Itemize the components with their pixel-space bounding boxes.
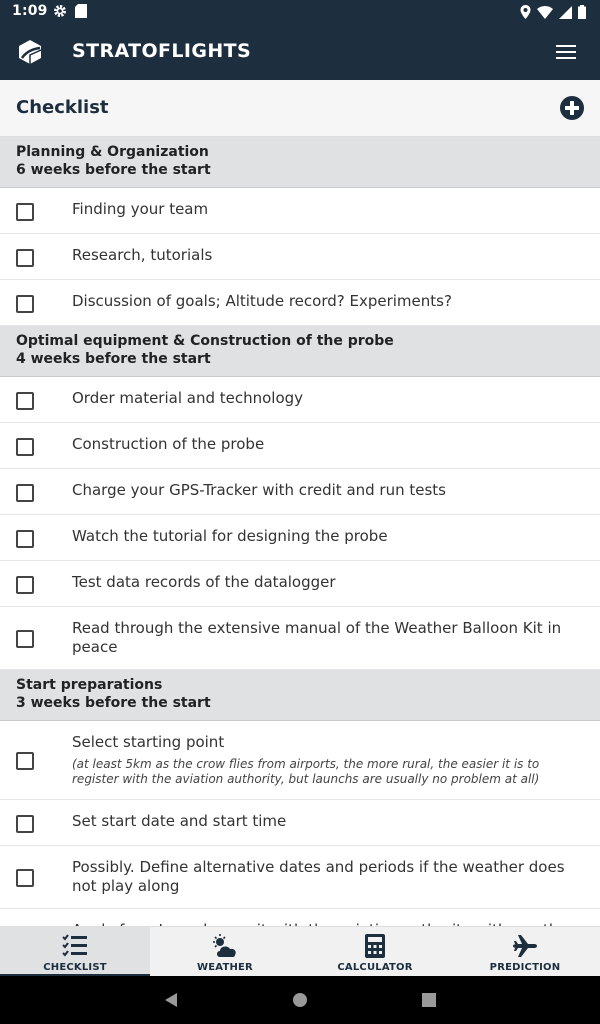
hamburger-menu-icon[interactable] (556, 42, 576, 60)
checkbox[interactable] (16, 484, 34, 502)
tab-label: PREDICTION (489, 962, 561, 973)
tab-label: CALCULATOR (337, 962, 413, 973)
status-icons (520, 4, 586, 20)
item-label: Charge your GPS-Tracker with credit and run tests (72, 481, 446, 499)
stratoflights-logo-icon (16, 38, 44, 66)
checklist-item[interactable] (0, 561, 600, 607)
checklist-item[interactable] (0, 280, 600, 326)
item-label: Read through the extensive manual of the Weather Balloon Kit in peace (72, 619, 562, 656)
checklist-item[interactable] (0, 607, 600, 670)
checklist-item[interactable] (0, 800, 600, 846)
section-subtitle: 4 weeks before the start (16, 351, 211, 367)
section-subtitle: 3 weeks before the start (16, 695, 211, 711)
bottom-navigation (0, 926, 600, 977)
checklist-item[interactable] (0, 721, 600, 800)
cell-signal-icon (559, 6, 572, 19)
section-subtitle: 6 weeks before the start (16, 162, 211, 178)
checkbox[interactable] (16, 576, 34, 594)
checkbox[interactable] (16, 438, 34, 456)
system-navigation-bar (0, 976, 600, 1024)
item-note: (at least 5km as the crow flies from airports, the more rural, the easier it is to register with the aviation authority, but launchs are usually no problem at all) (72, 757, 540, 786)
item-label: Set start date and start time (72, 812, 287, 830)
checkbox[interactable] (16, 530, 34, 548)
item-label: Possibly. Define alternative dates and periods if the weather does not play along (72, 858, 565, 895)
status-bar (0, 0, 600, 24)
checklist-item[interactable] (0, 846, 600, 909)
tab-weather[interactable] (150, 927, 300, 977)
checklist-item[interactable] (0, 515, 600, 561)
item-label: Finding your team (72, 200, 209, 218)
checkbox[interactable] (16, 630, 34, 648)
wifi-icon (537, 6, 553, 19)
section-header (0, 137, 600, 188)
checklist-item[interactable] (0, 377, 600, 423)
item-label: Watch the tutorial for designing the probe (72, 527, 388, 545)
checkbox[interactable] (16, 815, 34, 833)
checkbox[interactable] (16, 295, 34, 313)
tab-label: CHECKLIST (43, 962, 107, 973)
tab-prediction[interactable] (450, 927, 600, 977)
location-icon (520, 5, 531, 19)
tab-checklist[interactable] (0, 927, 150, 977)
app-bar (0, 24, 600, 80)
status-time: 1:09 (12, 3, 48, 19)
add-item-icon[interactable] (560, 96, 584, 120)
item-label: Test data records of the datalogger (72, 573, 336, 591)
checkbox[interactable] (16, 203, 34, 221)
checklist-item[interactable] (0, 188, 600, 234)
tab-calculator[interactable] (300, 927, 450, 977)
checklist-item[interactable] (0, 423, 600, 469)
calculator-icon (362, 933, 388, 959)
page-toolbar (0, 80, 600, 137)
home-icon[interactable] (292, 992, 308, 1008)
settings-notification-icon (53, 4, 67, 18)
page-title: Checklist (16, 97, 109, 118)
item-label: Construction of the probe (72, 435, 265, 453)
section-header (0, 326, 600, 377)
app-title: STRATOFLIGHTS (72, 40, 252, 62)
tab-label: WEATHER (197, 962, 253, 973)
checkbox[interactable] (16, 752, 34, 770)
item-label: Select starting point (72, 733, 225, 751)
back-icon[interactable] (163, 992, 179, 1008)
checkbox[interactable] (16, 869, 34, 887)
section-title: Planning & Organization (16, 144, 209, 160)
checklist-item[interactable] (0, 469, 600, 515)
section-header (0, 670, 600, 721)
item-label: Research, tutorials (72, 246, 213, 264)
checkbox[interactable] (16, 249, 34, 267)
item-label: Discussion of goals; Altitude record? Experiments? (72, 292, 452, 310)
section-title: Optimal equipment & Construction of the probe (16, 333, 394, 349)
sd-card-icon (75, 4, 87, 18)
recents-icon[interactable] (421, 992, 437, 1008)
airplane-icon (512, 933, 538, 959)
battery-icon (578, 5, 586, 19)
checklist-icon (62, 933, 88, 959)
checkbox[interactable] (16, 392, 34, 410)
checklist-item[interactable] (0, 234, 600, 280)
weather-icon (212, 933, 238, 959)
section-title: Start preparations (16, 677, 163, 693)
item-label: Order material and technology (72, 389, 304, 407)
checklist[interactable] (0, 137, 600, 926)
